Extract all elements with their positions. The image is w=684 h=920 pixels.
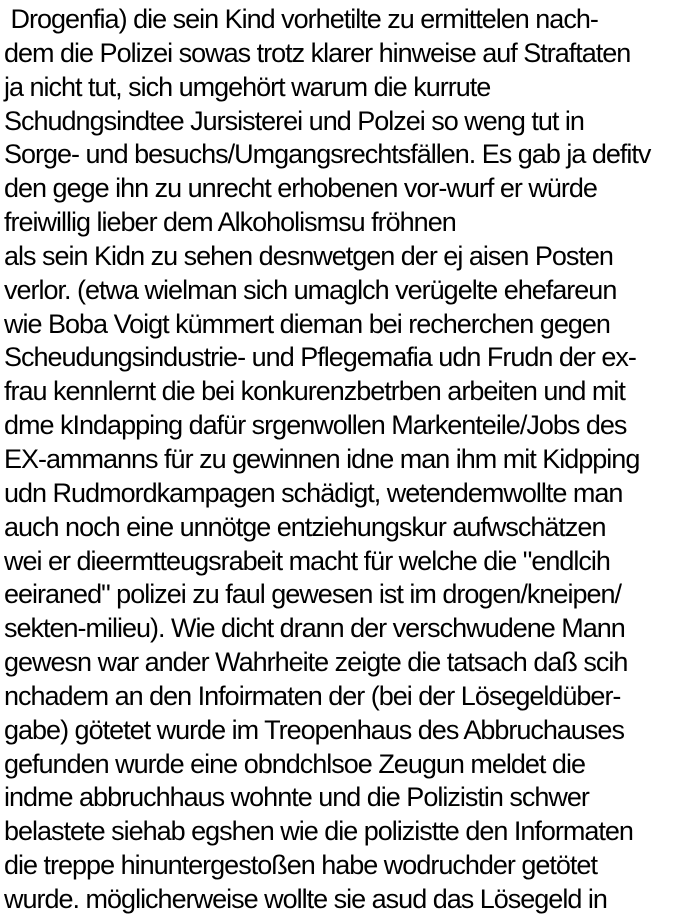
text-line: wurde. möglicherweise wollte sie asud das Lösegeld in [4,883,607,914]
text-line: Schudngsindtee Jursisterei und Polzei so weng tut in [4,105,584,136]
text-line: auch noch eine unnötge entziehungskur aufwschätzen [4,511,606,542]
text-line: Drogenfia) die sein Kind vorhetilte zu ermittelen nach- [4,4,598,34]
text-line: den gege ihn zu unrecht erhobenen vor-wurf er würde [4,173,597,204]
text-line: wei er dieermtteugsrabeit macht für welche die "endlcih [4,545,610,576]
text-line: indme abbruchhaus wohnte und die Polizistin schwer [4,782,589,813]
text-line: dem die Polizei sowas trotz klarer hinweise auf Straftaten [4,37,631,68]
text-line: wie Boba Voigt kümmert dieman bei recherchen gegen [4,308,610,339]
text-line: nchadem an den Infoirmaten der (bei der Lösegeldüber- [4,680,621,711]
text-line: frau kennlernt die bei konkurenzbetrben arbeiten und mit [4,376,625,407]
text-line: udn Rudmordkampagen schädigt, wetendemwollte man [4,477,623,508]
text-line: gabe) götetet wurde im Treopenhaus des Abbruchauses [4,714,624,745]
text-line: belastete siehab egshen wie die polizistte den Informaten [4,816,633,847]
text-line: ja nicht tut, sich umgehört warum die kurrute [4,71,491,102]
text-line: Sorge- und besuchs/Umgangsrechtsfällen. Es gab ja defitv [4,139,651,170]
text-line: EX-ammanns für zu gewinnen idne man ihm mit Kidpping [4,443,640,474]
text-line: sekten-milieu). Wie dicht drann der verschwudene Mann [4,613,625,644]
text-line: Scheudungsindustrie- und Pflegemafia udn Frudn der ex- [4,342,636,373]
text-line: verlor. (etwa wielman sich umaglch verügelte ehefareun [4,274,617,305]
text-line: eeiraned" polizei zu faul gewesen ist im drogen/kneipen/ [4,579,621,610]
text-line: freiwillig lieber dem Alkoholismsu fröhnen [4,207,456,238]
text-line: die treppe hinuntergestoßen habe wodruchder getötet [4,850,597,881]
text-line: gefunden wurde eine obndchlsoe Zeugun meldet die [4,748,585,779]
text-line: dme kIndapping dafür srgenwollen Markenteile/Jobs des [4,410,627,441]
text-body [4,3,684,917]
text-line: als sein Kidn zu sehen desnwetgen der ej aisen Posten [4,240,613,271]
text-line: gewesn war ander Wahrheite zeigte die tatsach daß scih [4,647,628,678]
